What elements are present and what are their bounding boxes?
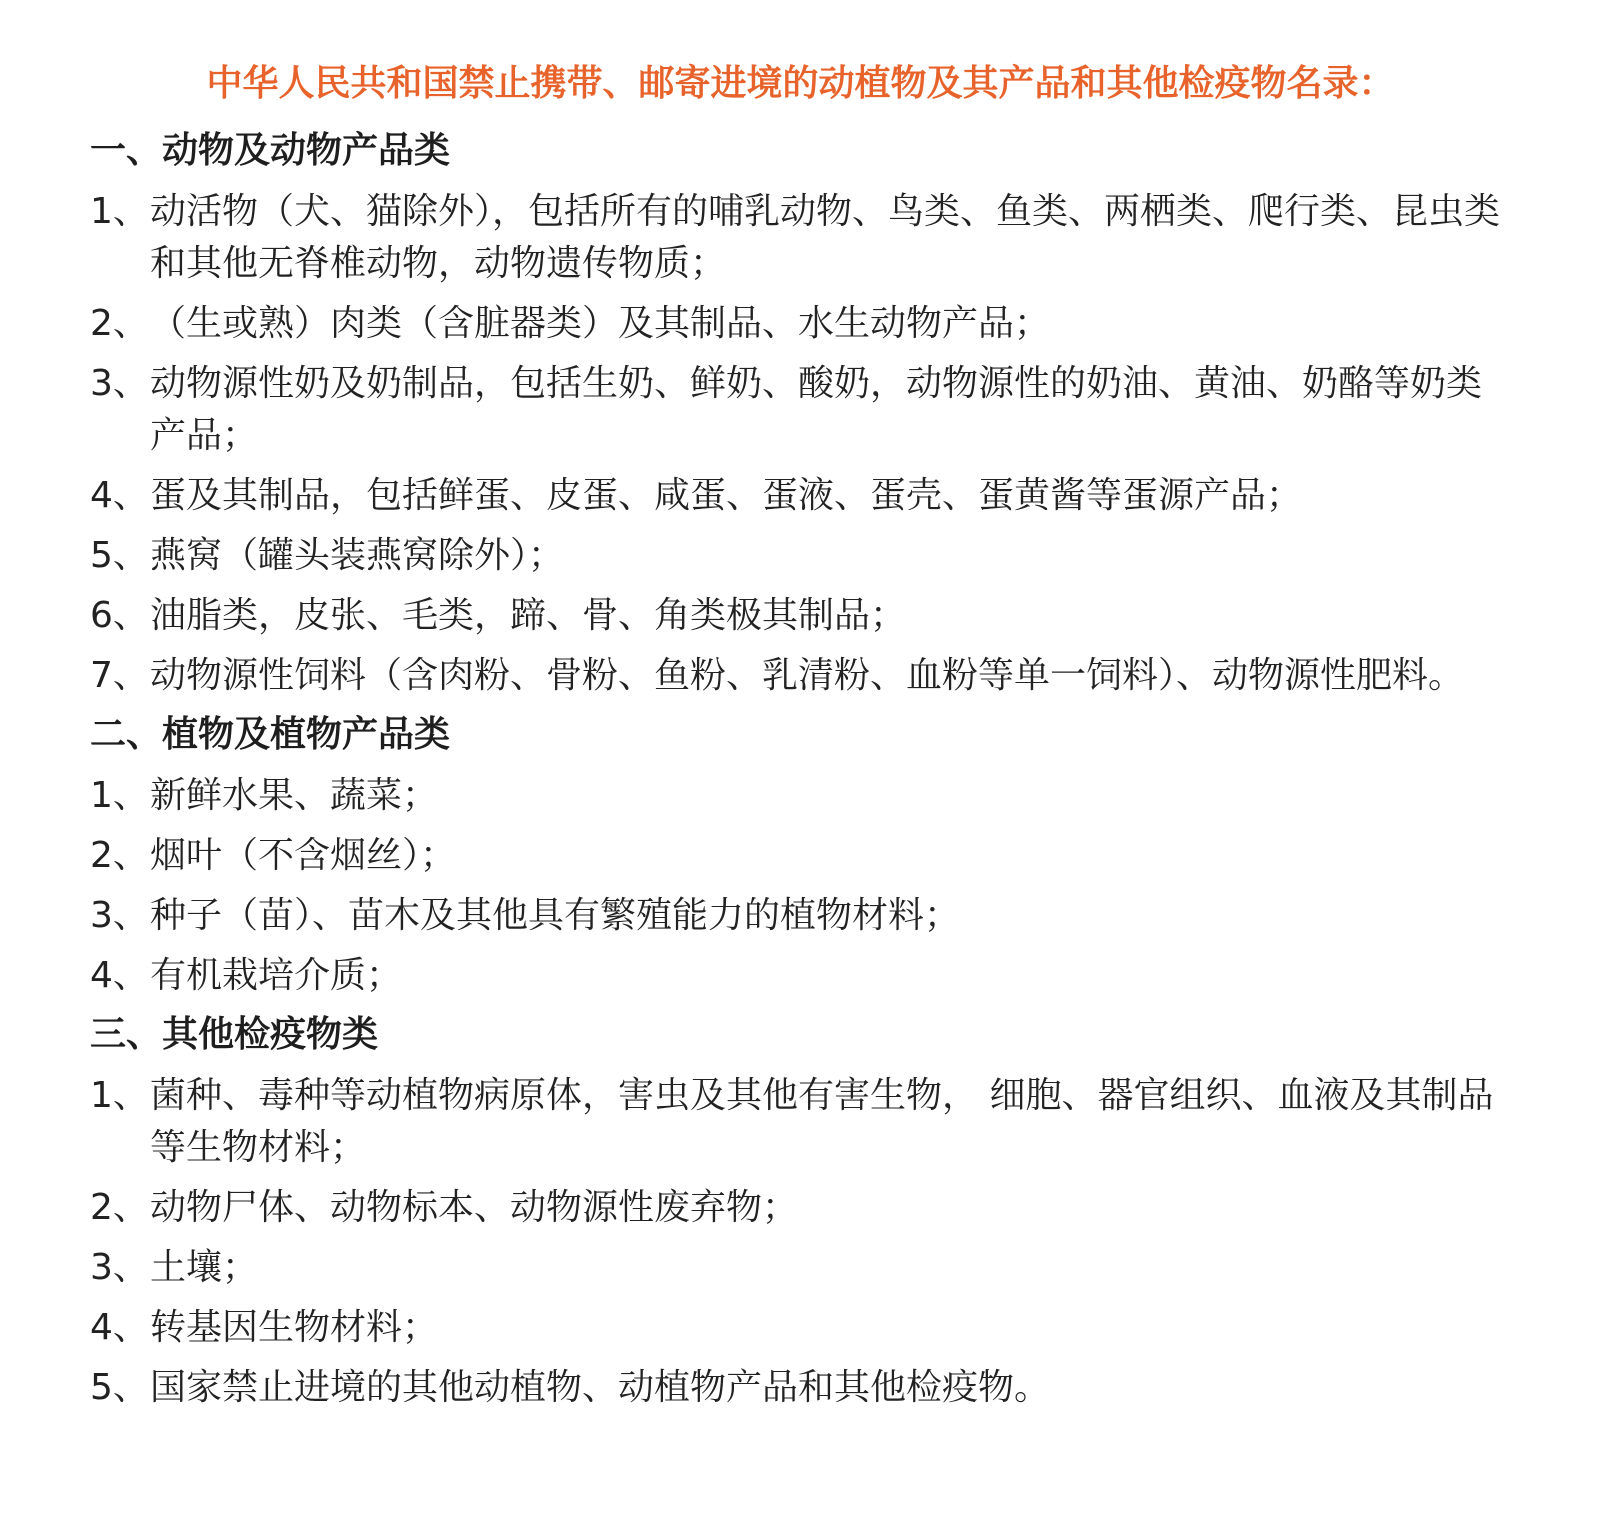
item-number: 5、: [90, 1367, 149, 1408]
item-text: 动物尸体、动物标本、动物源性废弃物；: [150, 1187, 799, 1228]
item-number: 5、: [90, 535, 149, 576]
item-number: 3、: [90, 363, 149, 404]
item-text: 烟叶（不含烟丝）；: [150, 835, 457, 876]
list-item: [90, 530, 1515, 582]
item-text: 油脂类，皮张、毛类，蹄、骨、角类极其制品；: [150, 595, 907, 636]
item-text: 动物源性饲料（含肉粉、骨粉、鱼粉、乳清粉、血粉等单一饲料）、动物源性肥料。: [150, 655, 1465, 696]
list-item: [90, 1242, 1515, 1294]
list-item: [90, 1302, 1515, 1354]
item-text: 种子（苗）、苗木及其他具有繁殖能力的植物材料；: [150, 895, 961, 936]
item-number: 2、: [90, 835, 149, 876]
item-number: 7、: [90, 655, 149, 696]
item-text: 菌种、毒种等动植物病原体，害虫及其他有害生物， 细胞、器官组织、血液及其制品等生物材料；: [150, 1075, 1494, 1168]
item-number: 2、: [90, 1187, 149, 1228]
section-heading: 一、动物及动物产品类: [90, 130, 451, 171]
item-number: 1、: [90, 775, 149, 816]
item-text: 转基因生物材料；: [150, 1307, 439, 1348]
item-number: 1、: [90, 191, 149, 232]
list-item: [90, 298, 1515, 350]
item-text: 燕窝（罐头装燕窝除外）；: [150, 535, 565, 576]
list-item: [90, 1362, 1515, 1414]
item-number: 3、: [90, 895, 149, 936]
list-item: [90, 590, 1515, 642]
document-body: [90, 126, 1515, 1422]
item-text: 新鲜水果、蔬菜；: [150, 775, 439, 816]
section-heading: 三、其他检疫物类: [90, 1014, 379, 1055]
list-item: [90, 950, 1515, 1002]
item-text: 蛋及其制品，包括鲜蛋、皮蛋、咸蛋、蛋液、蛋壳、蛋黄酱等蛋源产品；: [150, 475, 1303, 516]
section-animal-products: [90, 126, 1515, 702]
item-number: 3、: [90, 1247, 149, 1288]
list-item: [90, 470, 1515, 522]
section-other-quarantine: [90, 1010, 1515, 1414]
item-number: 2、: [90, 303, 149, 344]
list-item: [90, 830, 1515, 882]
item-text: 动活物（犬、猫除外），包括所有的哺乳动物、鸟类、鱼类、两栖类、爬行类、昆虫类 和其他无脊椎动物，动物遗传物质；: [150, 191, 1501, 284]
list-item: [90, 770, 1515, 822]
list-item: [90, 1070, 1515, 1174]
list-item: [90, 358, 1515, 462]
list-item: [90, 890, 1515, 942]
list-item: [90, 650, 1515, 702]
item-number: 4、: [90, 955, 149, 996]
item-text: 土壤；: [150, 1247, 259, 1288]
list-item: [90, 186, 1515, 290]
item-text: 动物源性奶及奶制品，包括生奶、鲜奶、酸奶，动物源性的奶油、黄油、奶酪等奶类产品；: [150, 363, 1483, 456]
section-plant-products: [90, 710, 1515, 1002]
section-heading: 二、植物及植物产品类: [90, 714, 451, 755]
item-number: 4、: [90, 475, 149, 516]
item-text: （生或熟）肉类（含脏器类）及其制品、水生动物产品；: [150, 303, 1051, 344]
item-number: 6、: [90, 595, 149, 636]
list-item: [90, 1182, 1515, 1234]
item-text: 有机栽培介质；: [150, 955, 403, 996]
item-number: 1、: [90, 1075, 149, 1116]
item-text: 国家禁止进境的其他动植物、动植物产品和其他检疫物。: [150, 1367, 1051, 1408]
document-title: 中华人民共和国禁止携带、邮寄进境的动植物及其产品和其他检疫物名录：: [206, 63, 1395, 104]
item-number: 4、: [90, 1307, 149, 1348]
